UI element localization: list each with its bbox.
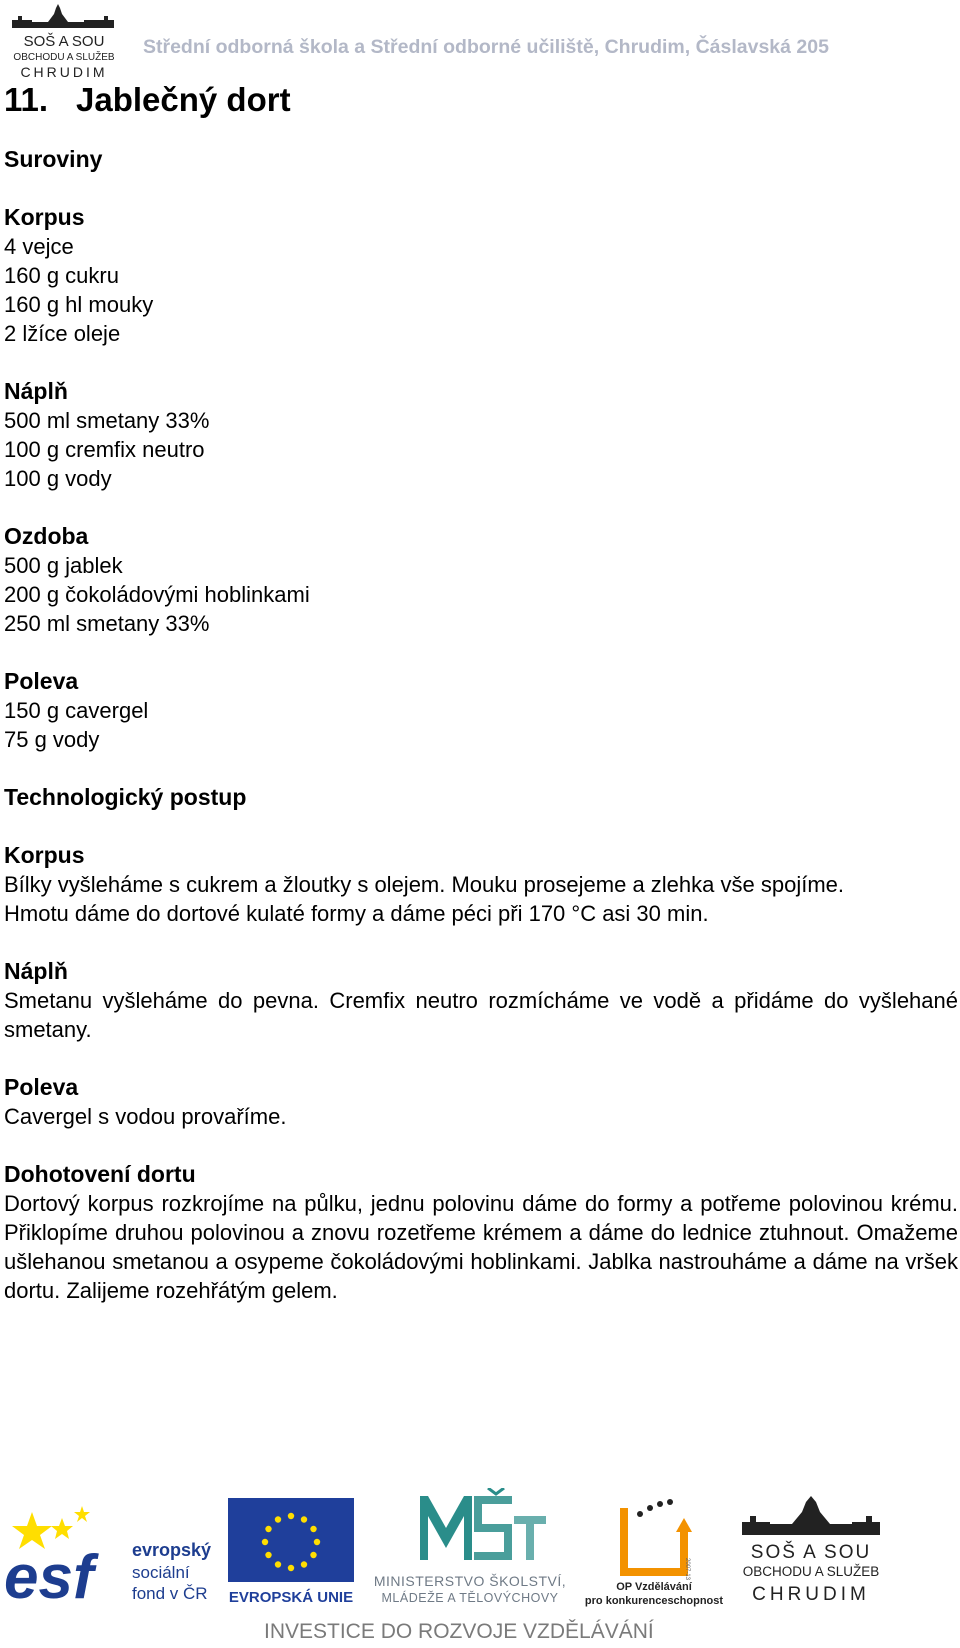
procedure-step-napln — [4, 957, 960, 1044]
ingredients-heading: Suroviny — [4, 146, 103, 172]
procedure-step-title: Náplň — [4, 958, 68, 984]
ingredient-item: 160 g hl mouky — [4, 292, 154, 317]
msmt-line-1: MINISTERSTVO ŠKOLSTVÍ, — [373, 1573, 567, 1589]
procedure-paragraph: Hmotu dáme do dortové kulaté formy a dáme péci při 170 °C asi 30 min. — [4, 901, 709, 926]
procedure-paragraph: Cavergel s vodou provaříme. — [4, 1104, 287, 1129]
ingredient-item: 100 g vody — [4, 466, 112, 491]
recipe-name: Jablečný dort — [76, 81, 291, 118]
procedure-step-dohotoveni — [4, 1160, 960, 1305]
op-line-2: pro konkurenceschopnost — [584, 1595, 724, 1607]
ingredient-group-korpus — [4, 203, 960, 348]
school-name: Střední odborná škola a Střední odborné učiliště, Chrudim, Čáslavská 205 — [143, 36, 829, 58]
esf-line-1: evropský — [132, 1540, 212, 1560]
ingredient-item: 75 g vody — [4, 727, 100, 752]
procedure-step-title: Poleva — [4, 1074, 79, 1100]
esf-line-3: fond v ČR — [132, 1584, 208, 1603]
logo-line-1: SOŠ A SOU — [23, 33, 105, 50]
ingredient-group-napln — [4, 377, 960, 493]
ingredient-group-ozdoba — [4, 522, 960, 638]
ingredient-item: 2 lžíce oleje — [4, 321, 121, 346]
ingredient-item: 160 g cukru — [4, 263, 119, 288]
ingredient-item: 250 ml smetany 33% — [4, 611, 210, 636]
recipe-number: 11. — [4, 81, 49, 118]
school-footer-line-2: OBCHODU A SLUŽEB — [742, 1564, 880, 1579]
recipe-title — [4, 80, 291, 120]
school-footer-line-1: SOŠ A SOU — [750, 1542, 872, 1563]
ingredient-item: 500 g jablek — [4, 553, 123, 578]
ingredient-group-title: Korpus — [4, 204, 85, 230]
procedure-step-title: Dohotovení dortu — [4, 1161, 196, 1187]
ingredient-item: 150 g cavergel — [4, 698, 149, 723]
eu-flag-logo — [228, 1498, 354, 1610]
op-years: 2007-13 — [684, 1558, 690, 1581]
eu-label: EVROPSKÁ UNIE — [228, 1589, 354, 1606]
school-footer-line-3: CHRUDIM — [752, 1584, 870, 1605]
op-vk-logo — [584, 1492, 730, 1612]
ingredient-item: 4 vejce — [4, 234, 74, 259]
procedure-paragraph: Dortový korpus rozkrojíme na půlku, jednu polovinu dáme do formy a potřeme polovinou krému. Přiklopíme druhou polovinou a znovu rozetřeme krémem a dáme do lednice ztuhnout. Omažeme ušlehanou smetanou a osypeme čokoládovými hoblinkami. Jablka nastrouháme a dáme na vršek dortu. Zalijeme rozehřátým gelem. — [4, 1191, 958, 1303]
svg-text:esf: esf — [4, 1543, 94, 1608]
ingredient-group-title: Poleva — [4, 668, 79, 694]
school-logo — [8, 2, 120, 80]
esf-logo — [2, 1498, 222, 1608]
procedure-step-title: Korpus — [4, 842, 85, 868]
ingredient-group-title: Ozdoba — [4, 523, 89, 549]
procedure-step-poleva — [4, 1073, 960, 1131]
page-header — [0, 0, 960, 80]
procedure-paragraph: Smetanu vyšleháme do pevna. Cremfix neutro rozmícháme ve vodě a přidáme do vyšlehané smetany. — [4, 988, 958, 1042]
logo-line-2: OBCHODU A SLUŽEB — [13, 52, 115, 63]
msmt-logo — [362, 1488, 578, 1612]
footer-slogan: INVESTICE DO ROZVOJE VZDĚLÁVÁNÍ — [264, 1620, 654, 1643]
ingredient-item: 500 ml smetany 33% — [4, 408, 210, 433]
ingredient-group-title: Náplň — [4, 378, 68, 404]
procedure-paragraph: Bílky vyšleháme s cukrem a žloutky s olejem. Mouku prosejeme a zlehka vše spojíme. — [4, 872, 844, 897]
op-line-1: OP Vzdělávání — [616, 1581, 692, 1593]
procedure-step-korpus — [4, 841, 960, 928]
esf-line-2: sociální — [132, 1563, 190, 1582]
logo-line-3: CHRUDIM — [20, 64, 108, 80]
ingredient-item: 100 g cremfix neutro — [4, 437, 205, 462]
msmt-line-2: MLÁDEŽE A TĚLOVÝCHOVY — [381, 1591, 559, 1605]
school-footer-logo — [736, 1496, 886, 1606]
procedure-heading: Technologický postup — [4, 784, 247, 810]
ingredient-group-poleva — [4, 667, 960, 754]
recipe-body — [4, 145, 960, 1334]
ingredient-item: 200 g čokoládovými hoblinkami — [4, 582, 310, 607]
